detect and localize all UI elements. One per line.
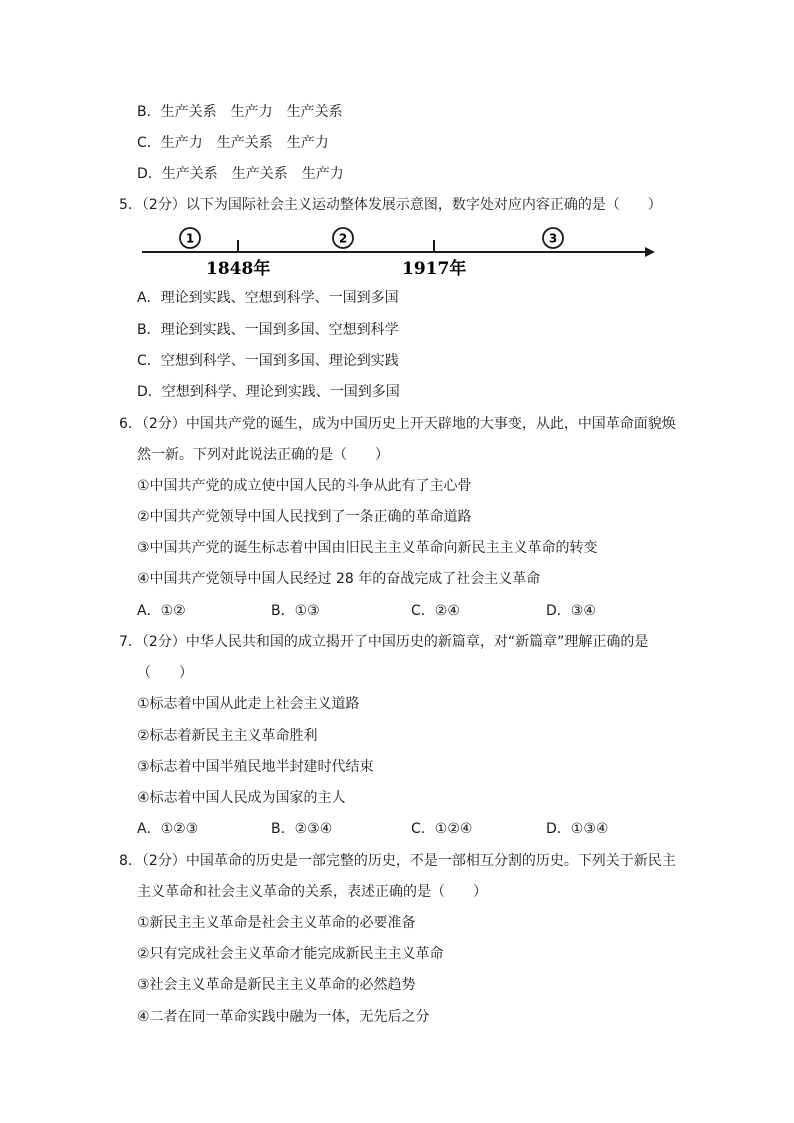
q6-item-1: ①中国共产党的成立使中国人民的斗争从此有了主心骨 — [137, 478, 472, 494]
q6-item-3: ③中国共产党的诞生标志着中国由旧民主主义革命向新民主主义革命的转变 — [137, 540, 598, 556]
q6-choices — [0, 601, 794, 621]
q7-item-4: ④标志着中国人民成为国家的主人 — [137, 790, 346, 806]
q7-stem-line-2: （ ） — [137, 665, 193, 681]
q6-choice-b: B．①③ — [271, 603, 320, 619]
q4-option-d: D．生产关系 生产关系 生产力 — [137, 166, 344, 182]
q6-item-4: ④中国共产党领导中国人民经过 28 年的奋战完成了社会主义革命 — [137, 571, 541, 587]
q7-item-1: ①标志着中国从此走上社会主义道路 — [137, 696, 360, 712]
q5-timeline-diagram — [140, 224, 660, 280]
q6-stem-line-1: 6．（2分）中国共产党的诞生，成为中国历史上开天辟地的大事变，从此，中国革命面貌焕 — [119, 416, 676, 432]
q7-choices — [0, 819, 794, 839]
q8-item-4: ④二者在同一革命实践中融为一体，无先后之分 — [137, 1009, 430, 1025]
q7-choice-a: A．①②③ — [137, 821, 199, 837]
q8-stem-line-2: 主义革命和社会主义革命的关系，表述正确的是（ ） — [137, 884, 487, 900]
q8-item-3: ③社会主义革命是新民主主义革命的必然趋势 — [137, 977, 416, 993]
timeline-marker-2-label: 2 — [338, 231, 348, 246]
timeline-year-1848: 1848年 — [206, 259, 271, 279]
q7-stem-line-1: 7．（2分）中华人民共和国的成立揭开了中国历史的新篇章，对“新篇章”理解正确的是 — [119, 634, 649, 650]
q6-stem-line-2: 然一新。下列对此说法正确的是（ ） — [137, 447, 389, 463]
timeline-marker-1 — [180, 228, 200, 248]
q4-option-b: B．生产关系 生产力 生产关系 — [137, 104, 343, 120]
q7-choice-d: D．①③④ — [546, 821, 609, 837]
q7-item-3: ③标志着中国半殖民地半封建时代结束 — [137, 759, 374, 775]
q6-choice-a: A．①② — [137, 603, 186, 619]
q7-choice-c: C．①②④ — [411, 821, 473, 837]
q5-option-b: B．理论到实践、一国到多国、空想到科学 — [137, 322, 399, 338]
q5-stem: 5．（2分）以下为国际社会主义运动整体发展示意图，数字处对应内容正确的是（ ） — [119, 197, 662, 213]
timeline-year-1917: 1917年 — [402, 259, 467, 279]
q8-item-1: ①新民主主义革命是社会主义革命的必要准备 — [137, 915, 416, 931]
timeline-marker-3-label: 3 — [548, 231, 558, 246]
q4-option-c: C．生产力 生产关系 生产力 — [137, 135, 329, 151]
q6-choice-d: D．③④ — [546, 603, 596, 619]
q5-option-d: D．空想到科学、理论到实践、一国到多国 — [137, 384, 400, 400]
q6-item-2: ②中国共产党领导中国人民找到了一条正确的革命道路 — [137, 509, 472, 525]
q7-item-2: ②标志着新民主主义革命胜利 — [137, 728, 318, 744]
q7-choice-b: B．②③④ — [271, 821, 333, 837]
q8-stem-line-1: 8．（2分）中国革命的历史是一部完整的历史，不是一部相互分割的历史。下列关于新民主 — [119, 853, 676, 869]
timeline-marker-1-label: 1 — [185, 231, 195, 246]
q5-option-a: A．理论到实践、空想到科学、一国到多国 — [137, 290, 399, 306]
q8-item-2: ②只有完成社会主义革命才能完成新民主主义革命 — [137, 946, 444, 962]
timeline-arrow — [645, 247, 655, 257]
timeline-svg — [140, 224, 660, 280]
timeline-marker-2 — [333, 228, 353, 248]
q6-choice-c: C．②④ — [411, 603, 460, 619]
q5-option-c: C．空想到科学、一国到多国、理论到实践 — [137, 353, 399, 369]
timeline-marker-3 — [543, 228, 563, 248]
